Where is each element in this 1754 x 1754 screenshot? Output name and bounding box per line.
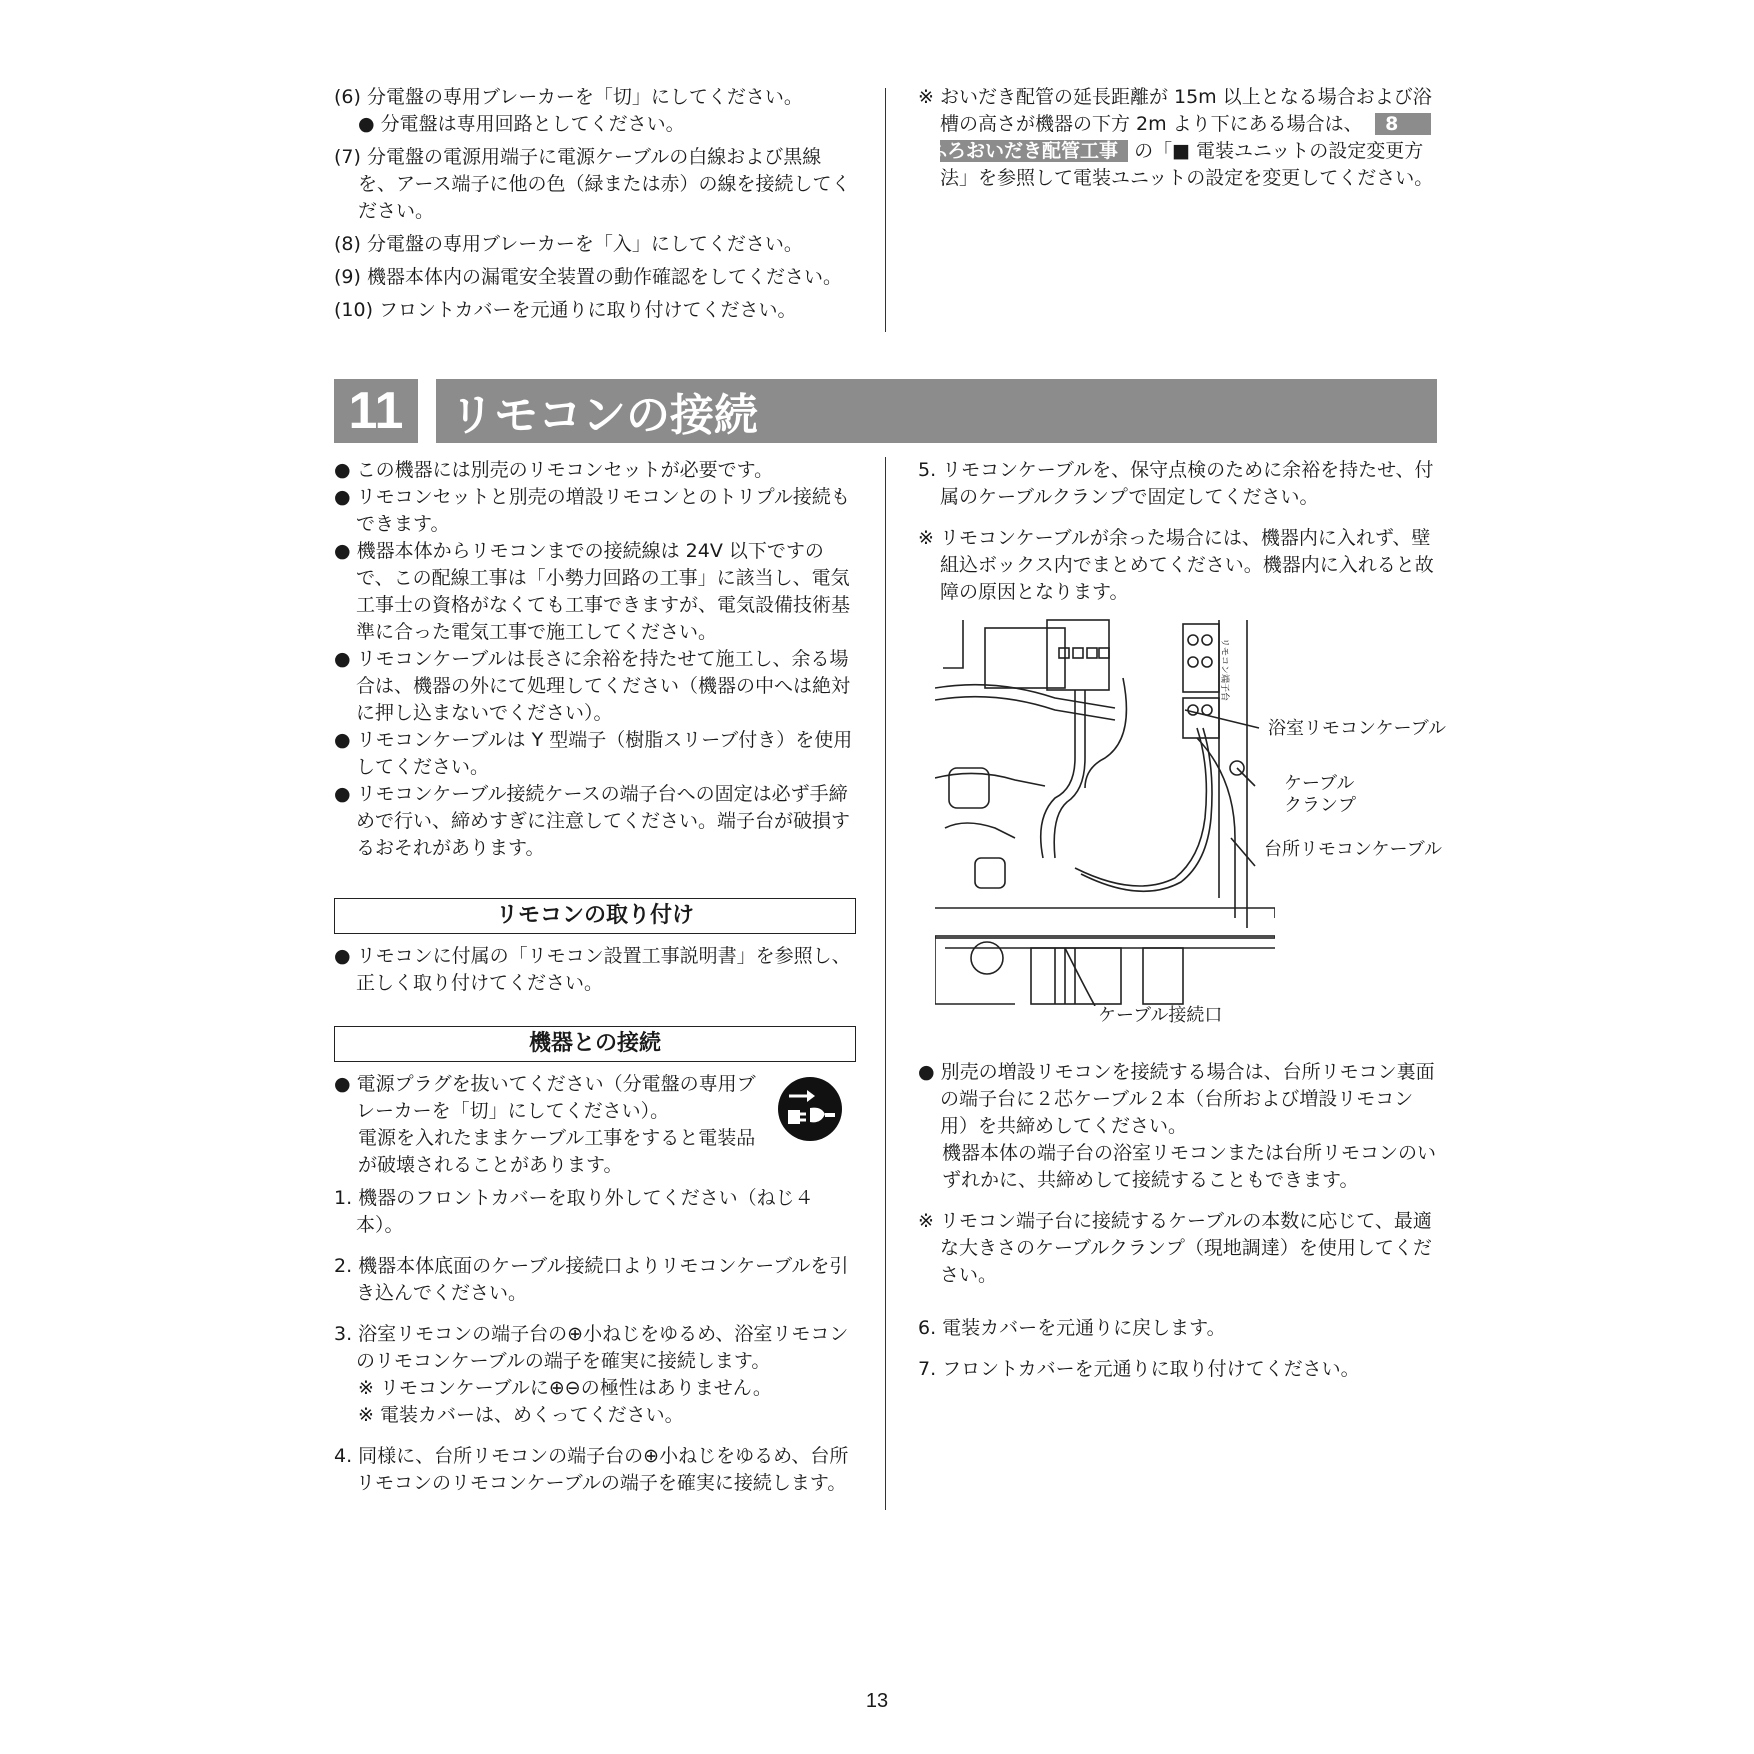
- note-piping-text-1: ※ おいだき配管の延長距離が 15m 以上となる場合および浴槽の高さが機器の下方 2m より下にある場合は、: [918, 86, 1432, 135]
- step-7: (7) 分電盤の電源用端子に電源ケーブルの白線および黒線を、アース端子に他の色（緑または赤）の線を接続してください。: [334, 146, 851, 222]
- label-bath-remote-cable: 浴室リモコンケーブル: [1268, 718, 1447, 739]
- bullet-item: ● リモコンケーブル接続ケースの端子台への固定は必ず手締めで行い、締めすぎに注意してください。端子台が破損するおそれがあります。: [334, 783, 851, 859]
- remote-install-text-block: [334, 943, 859, 997]
- step-9: (9) 機器本体内の漏電安全装置の動作確認をしてください。: [334, 266, 842, 288]
- ref-tag-title: ふろおいだき配管工事: [940, 140, 1128, 162]
- right-top-block: [918, 457, 1438, 606]
- unplug-warning-detail: 電源を入れたままケーブル工事をすると電装品が破壊されることがあります。: [358, 1127, 756, 1176]
- page-number: 13: [865, 1690, 889, 1712]
- extra-remote-bullet-detail: 機器本体の端子台の浴室リモコンまたは台所リモコンのいずれかに、共締めして接続することもできます。: [942, 1142, 1437, 1191]
- step-3-note-polarity: ※ リモコンケーブルに⊕⊖の極性はありません。: [358, 1377, 772, 1399]
- top-right-block: [918, 84, 1438, 192]
- label-cable-clamp: ケーブル クランプ: [1284, 773, 1356, 816]
- ref-tag-number: 8: [1375, 113, 1431, 135]
- extra-remote-bullet: ● 別売の増設リモコンを接続する場合は、台所リモコン裏面の端子台に２芯ケーブル２本（台所および増設リモコン用）を共締めしてください。: [918, 1061, 1435, 1137]
- bullet-item: ● 機器本体からリモコンまでの接続線は 24V 以下ですので、この配線工事は「小勢力回路の工事」に該当し、電気工事士の資格がなくても工事できますが、電気設備技術基準に合った電気工事で施工してください。: [334, 540, 851, 643]
- step-8: (8) 分電盤の専用ブレーカーを「入」にしてください。: [334, 233, 803, 255]
- clamp-note: ※ リモコン端子台に接続するケーブルの本数に応じて、最適な大きさのケーブルクランプ（現地調達）を使用してください。: [918, 1210, 1432, 1286]
- label-kitchen-remote-cable: 台所リモコンケーブル: [1264, 839, 1443, 860]
- terminal-small-label: リモコン端子台: [1219, 638, 1229, 702]
- step-1: 1. 機器のフロントカバーを取り外してください（ねじ４本）。: [334, 1187, 814, 1236]
- step-4: 4. 同様に、台所リモコンの端子台の⊕小ねじをゆるめ、台所リモコンのリモコンケーブルの端子を確実に接続します。: [334, 1445, 849, 1494]
- bullet-item: ● リモコンセットと別売の増設リモコンとのトリプル接続もできます。: [334, 486, 850, 535]
- section-title: リモコンの接続: [436, 379, 1437, 443]
- step-7-right: 7. フロントカバーを元通りに取り付けてください。: [918, 1358, 1360, 1380]
- right-bottom-block: [918, 1059, 1438, 1383]
- label-cable-port: ケーブル接続口: [1098, 1005, 1223, 1026]
- step-6: (6) 分電盤の専用ブレーカーを「切」にしてください。: [334, 86, 803, 108]
- step-6-right: 6. 電装カバーを元通りに戻します。: [918, 1317, 1226, 1339]
- bullet-item: ● リモコンケーブルは長さに余裕を持たせて施工し、余る場合は、機器の外にて処理してください（機器の中へは絶対に押し込まないでください）。: [334, 648, 851, 724]
- step-5: 5. リモコンケーブルを、保守点検のために余裕を持たせ、付属のケーブルクランプで固定してください。: [918, 459, 1434, 508]
- step-10: (10) フロントカバーを元通りに取り付けてください。: [334, 299, 797, 321]
- bullet-item: ● リモコンケーブルは Y 型端子（樹脂スリーブ付き）を使用してください。: [334, 729, 853, 778]
- left-bullets: [334, 457, 859, 862]
- remote-install-text: ● リモコンに付属の「リモコン設置工事説明書」を参照し、正しく取り付けてください。: [334, 945, 851, 994]
- column-divider-top: [885, 88, 886, 332]
- unplug-warning: ● 電源プラグを抜いてください（分電盤の専用ブレーカーを「切」にしてください）。: [334, 1073, 756, 1122]
- step-3-note-cover: ※ 電装カバーは、めくってください。: [358, 1404, 684, 1426]
- top-left-block: [334, 84, 859, 324]
- subheading-device-connection: 機器との接続: [334, 1026, 856, 1062]
- note-piping-text-2: の「■ 電装ユニットの設定変更方法」を参照して電装ユニットの設定を変更してください。: [940, 140, 1434, 189]
- column-divider-main: [885, 457, 886, 1510]
- wiring-diagram: [935, 618, 1275, 1006]
- note-dedicated-circuit: ● 分電盤は専用回路としてください。: [358, 113, 685, 135]
- unplug-icon: [777, 1076, 843, 1142]
- section-number: 11: [334, 379, 418, 443]
- step-5-note: ※ リモコンケーブルが余った場合には、機器内に入れず、壁組込ボックス内でまとめてください。機器内に入れると故障の原因となります。: [918, 527, 1434, 603]
- bullet-item: ● この機器には別売のリモコンセットが必要です。: [334, 459, 774, 481]
- step-3: 3. 浴室リモコンの端子台の⊕小ねじをゆるめ、浴室リモコンのリモコンケーブルの端子を確実に接続します。: [334, 1323, 849, 1372]
- subheading-remote-install: リモコンの取り付け: [334, 898, 856, 934]
- step-2: 2. 機器本体底面のケーブル接続口よりリモコンケーブルを引き込んでください。: [334, 1255, 849, 1304]
